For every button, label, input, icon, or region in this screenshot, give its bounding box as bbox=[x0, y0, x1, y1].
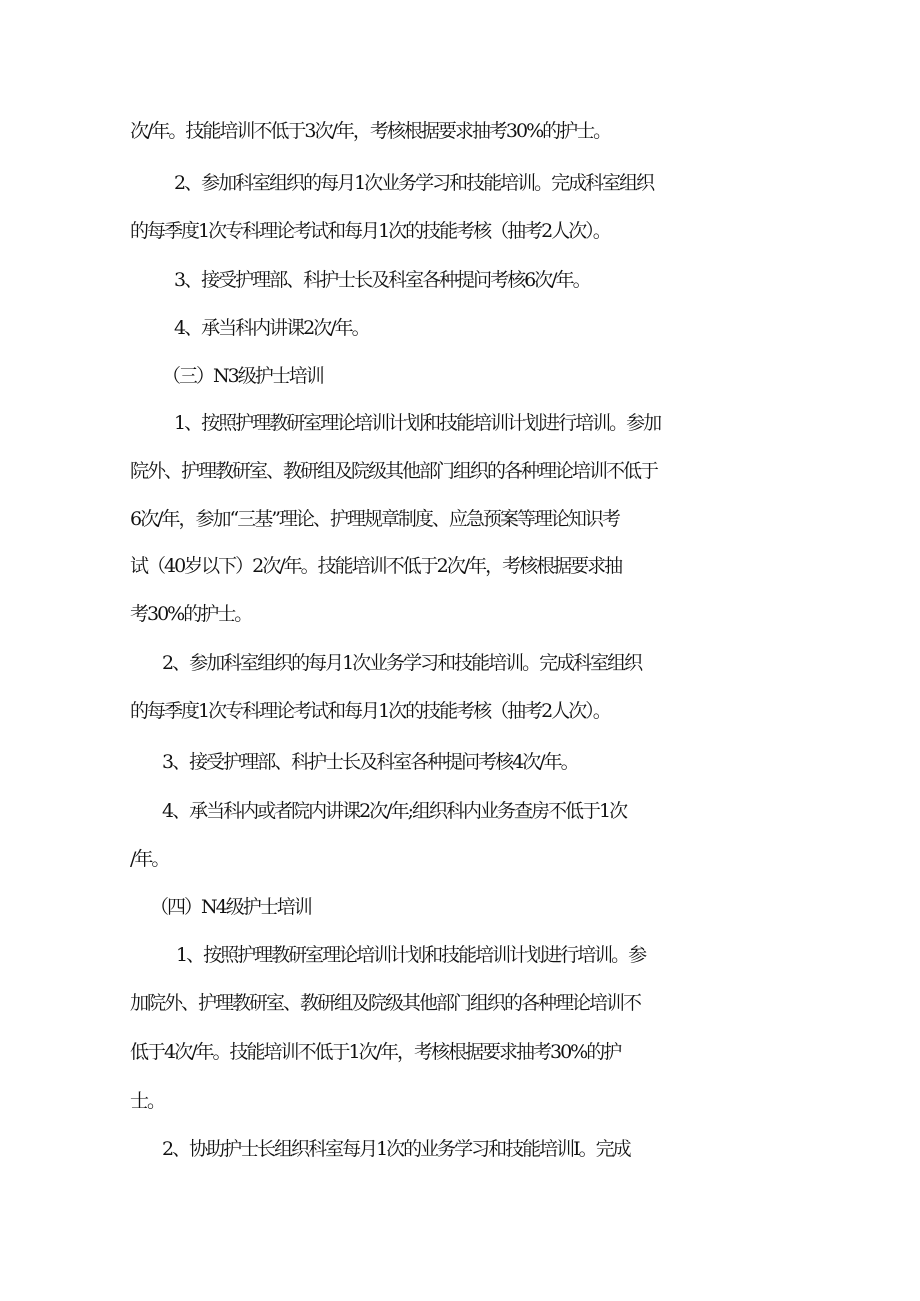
text-line: 的每季度1次专科理论考试和每月1次的技能考核（抽考2人次）。 bbox=[130, 220, 610, 242]
section-heading: （三）N3级护士培训 bbox=[162, 365, 323, 387]
text-line: 试（40岁以下）2次/年。技能培训不低于2次/年，考核根据要求抽 bbox=[130, 555, 622, 577]
text-line: 士。 bbox=[130, 1090, 165, 1112]
text-line: 2、参加科室组织的每月1次业务学习和技能培训。完成科室组织 bbox=[162, 652, 642, 674]
text-line: 1、按照护理教研室理论培训计划和技能培训计划进行培训。参加 bbox=[174, 412, 661, 434]
text-line: 次/年。技能培训不低于3次/年，考核根据要求抽考30%的护士。 bbox=[130, 120, 611, 142]
text-line: 3、接受护理部、科护士长及科室各种提问考核4次/年。 bbox=[162, 751, 578, 773]
text-line: /年。 bbox=[130, 848, 169, 870]
text-line: 3、接受护理部、科护士长及科室各种提问考核6次/年。 bbox=[174, 269, 590, 291]
text-line: 考30%的护士。 bbox=[130, 603, 252, 625]
text-line: 的每季度1次专科理论考试和每月1次的技能考核（抽考2人次）。 bbox=[130, 700, 610, 722]
text-line: 低于4次/年。技能培训不低于1次/年，考核根据要求抽考30%的护 bbox=[130, 1041, 621, 1063]
text-line: 6次/年，参加“三基”理论、护理规章制度、应急预案等理论知识考 bbox=[130, 508, 619, 530]
text-line: 2、参加科室组织的每月1次业务学习和技能培训。完成科室组织 bbox=[174, 172, 654, 194]
text-line: 加院外、护理教研室、教研组及院级其他部门组织的各种理论培训不 bbox=[130, 992, 641, 1014]
text-line: 1、按照护理教研室理论培训计划和技能培训计划进行培训。参 bbox=[176, 944, 646, 966]
text-line: 4、承当科内或者院内讲课2次/年;组织科内业务查房不低于1次 bbox=[162, 800, 627, 822]
text-line: 4、承当科内讲课2次/年。 bbox=[174, 317, 369, 339]
text-line: 院外、护理教研室、教研组及院级其他部门组织的各种理论培训不低于 bbox=[130, 460, 658, 482]
text-line: 2、协助护士长组织科室每月1次的业务学习和技能培训I。完成 bbox=[162, 1138, 630, 1160]
section-heading: （四）N4级护士培训 bbox=[150, 896, 311, 918]
